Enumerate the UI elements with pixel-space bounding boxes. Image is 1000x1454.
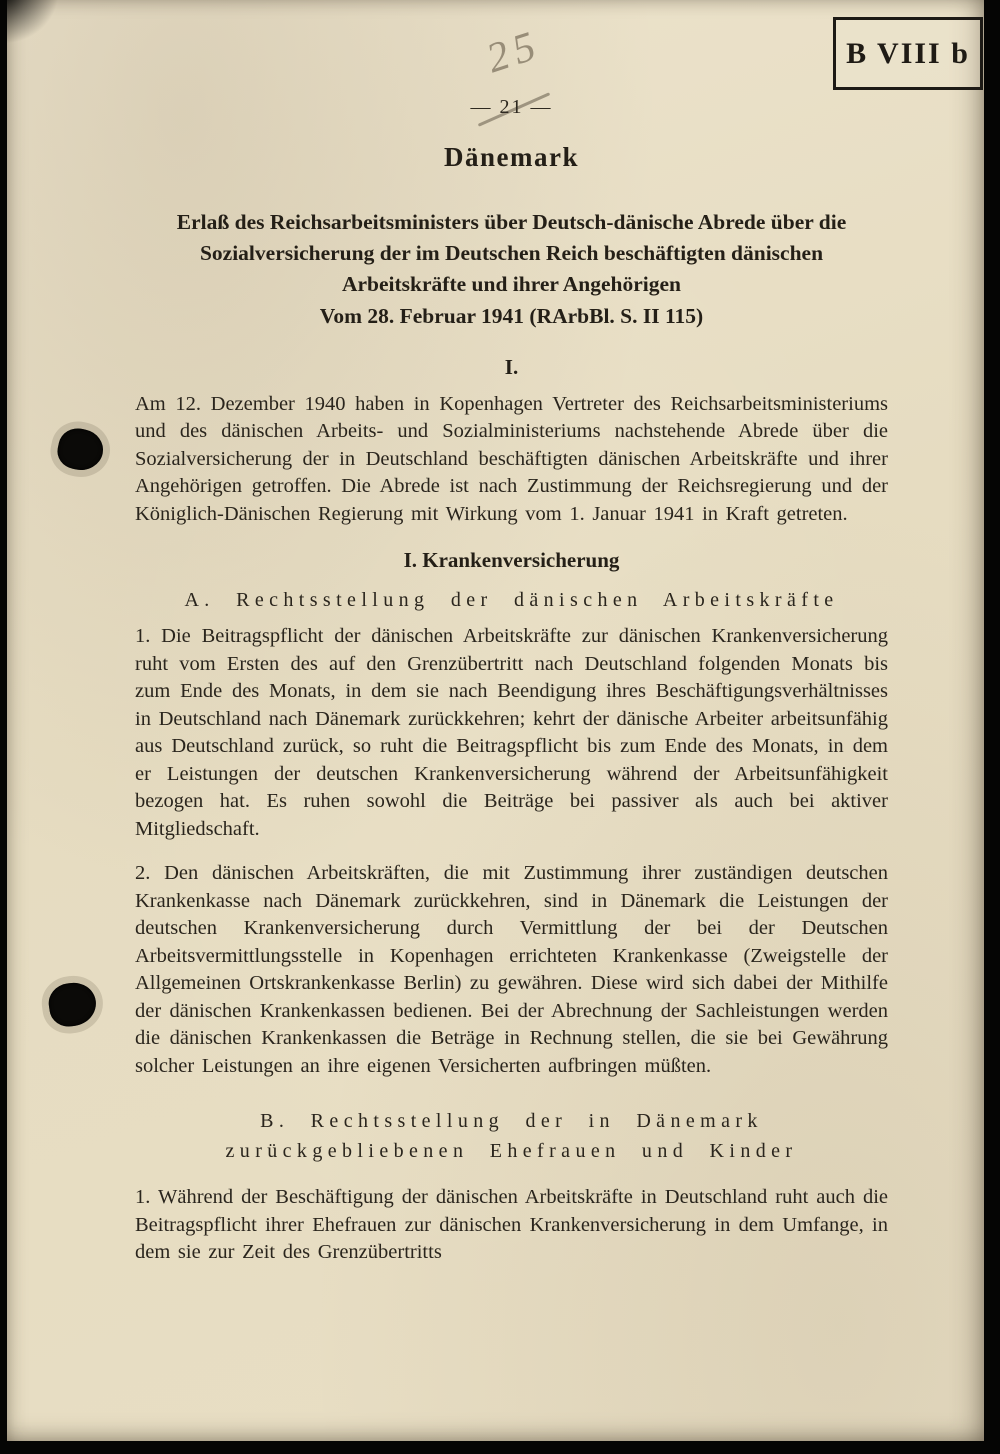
krankenversicherung-heading: I. Krankenversicherung xyxy=(403,548,620,572)
intro-paragraph: Am 12. Dezember 1940 haben in Kopenhagen Vertreter des Reichsarbeitsministeriums und des dänischen Arbeits- und Sozialministeriums nachstehende Abrede über die Sozialversicherung der in Deutschland beschäftigten dänischen Arbeitskräfte und ihrer Angehörigen getroffen. Die Abrede ist nach Zustimmung der Reichsregierung und der Königlich-Dänischen Regierung mit Wirkung vom 1. Januar 1941 in Kraft getreten. xyxy=(135,392,888,525)
handwritten-pencil-number: 25 xyxy=(481,21,547,83)
document-content xyxy=(7,0,984,1267)
decree-title-line-2: Sozialversicherung der im Deutschen Reich beschäftigten dänischen xyxy=(199,241,824,265)
subsection-b-heading-line-2: zurückgebliebenen Ehefrauen und Kinder xyxy=(225,1139,798,1162)
decree-title-line-1: Erlaß des Reichsarbeitsministers über Deutsch-dänische Abrede über die xyxy=(176,210,847,234)
paragraph-a1: 1. Die Beitragspflicht der dänischen Arbeitskräfte zur dänischen Krankenversicherung ruht vom Ersten des auf den Grenzübertritt nach Deutschland folgenden Monats bis zum Ende des Monats, in dem sie nach Beendigung ihres Beschäftigungsverhältnisses in Deutschland nach Dänemark zurückkehren; kehrt der dänische Arbeiter arbeitsunfähig aus Deutschland zurück, so ruht die Beitragspflicht bis zum Ende des Monats, in dem er Leistungen der deutschen Krankenversicherung während der Arbeitsunfähigkeit bezogen hat. Es ruhen sowohl die Beiträge bei passiver als auch bei aktiver Mitgliedschaft. xyxy=(135,625,888,840)
decree-date: Vom 28. Februar 1941 (RArbBl. S. II 115) xyxy=(319,304,704,328)
subsection-b-heading-line-1: B. Rechtsstellung der in Dänemark xyxy=(260,1110,763,1132)
subsection-a-heading: A. Rechtsstellung der dänischen Arbeitskräfte xyxy=(184,588,839,611)
classification-label: B VIII b xyxy=(846,36,970,70)
decree-title-line-3: Arbeitskräfte und ihrer Angehörigen xyxy=(341,272,682,296)
decree-title xyxy=(135,207,888,300)
paragraph-a2: 2. Den dänischen Arbeitskräften, die mit Zustimmung ihrer zuständigen deutschen Krankenkasse nach Dänemark zurückkehren, sind in Dänemark die Leistungen der deutschen Krankenversicherung durch Vermittlung der bei der Deutschen Arbeitsvermittlungsstelle in Kopenhagen errichteten Krankenkasse (Zweigstelle der Allgemeinen Ortskrankenkasse Berlin) zu gewähren. Diese wird sich dabei der Mithilfe der dänischen Krankenkassen bedienen. Bei der Abrechnung der Sachleistungen werden die dänischen Krankenkassen die Beträge in Rechnung stellen, die sie bei Gewährung solcher Leistungen an ihre eigenen Versicherten aufbringen müßten. xyxy=(135,862,888,1077)
page-number: — 21 — xyxy=(470,96,553,118)
section-heading-roman-one: I. xyxy=(504,355,519,379)
country-title: Dänemark xyxy=(444,141,579,172)
paragraph-b1: 1. Während der Beschäftigung der dänischen Arbeitskräfte in Deutschland ruht auch die Beitragspflicht ihrer Ehefrauen zur dänischen Krankenversicherung in dem Umfange, in dem sie zur Zeit des Grenzübertritts xyxy=(135,1186,888,1263)
paper-page xyxy=(7,0,984,1441)
